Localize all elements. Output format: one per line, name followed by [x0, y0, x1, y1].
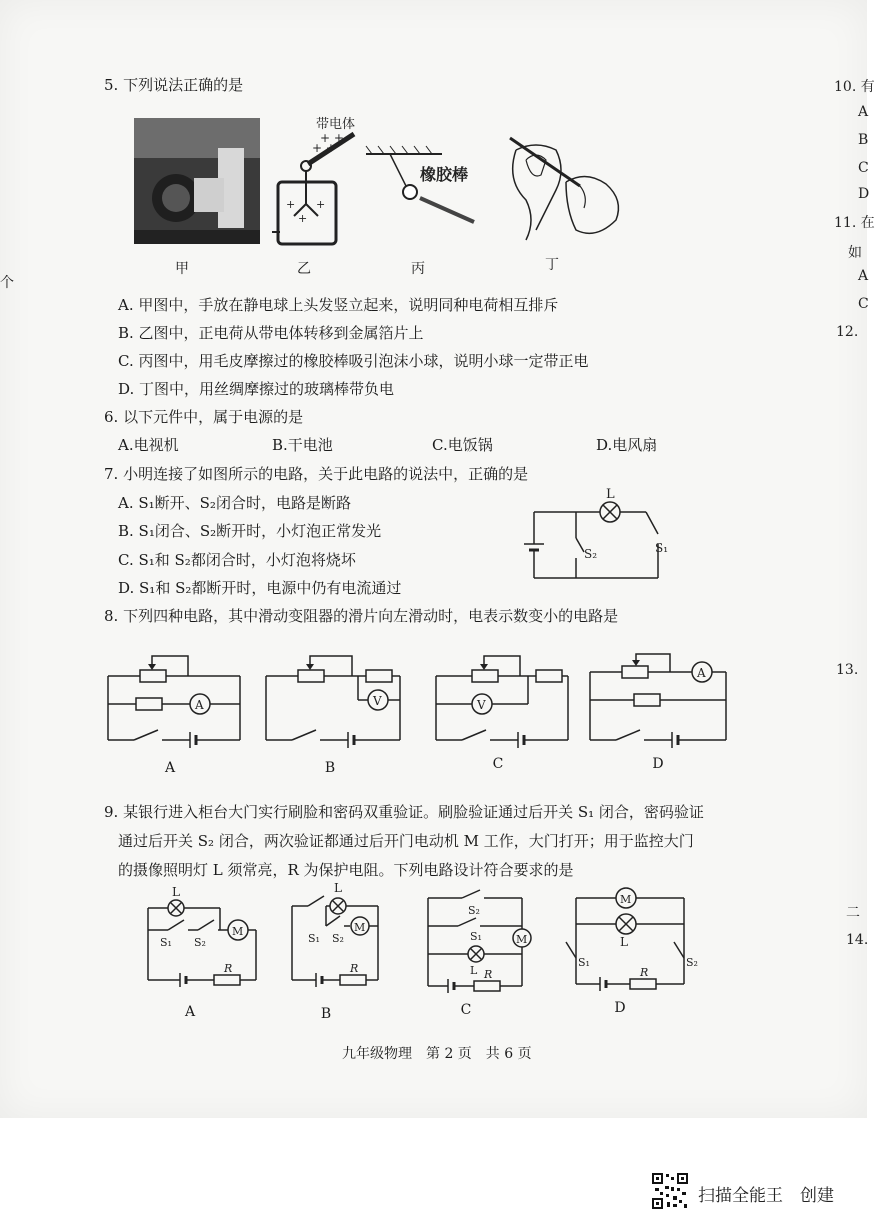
q7-option-a: A. S₁断开、S₂闭合时，电路是断路: [118, 494, 351, 512]
margin-q10-b: B: [858, 132, 869, 148]
margin-q10-c: C: [858, 160, 869, 176]
svg-text:M: M: [516, 933, 528, 946]
margin-q12: 12.: [836, 324, 859, 340]
svg-text:M: M: [232, 925, 244, 938]
svg-text:S₁: S₁: [654, 541, 668, 555]
q6-option-a: A.电视机: [118, 436, 179, 454]
svg-text:S₂: S₂: [468, 904, 480, 917]
svg-text:A: A: [195, 698, 204, 712]
svg-text:R: R: [350, 962, 359, 975]
margin-q11-cont: 如: [848, 245, 862, 261]
q9-circuit-a: [140, 884, 264, 988]
svg-text:+: +: [286, 198, 296, 211]
q9-stem-line-1: 9. 某银行进入柜台大门实行刷脸和密码双重验证。刷脸验证通过后开关 S₁ 闭合，密码验证: [104, 803, 704, 821]
q9-circuit-b: [286, 880, 386, 988]
svg-text:S₂: S₂: [686, 956, 698, 969]
q9-caption-b: B: [320, 1006, 332, 1022]
svg-text:R: R: [224, 962, 233, 975]
svg-text:+ +: + +: [320, 131, 344, 145]
q5-caption-ding: 丁: [545, 257, 559, 273]
scanner-brand-text: 扫描全能王 创建: [698, 1186, 834, 1206]
q5-caption-jia: 甲: [175, 261, 189, 277]
q7-option-c: C. S₁和 S₂都闭合时，小灯泡将烧坏: [118, 551, 356, 569]
q8-circuit-d: [586, 652, 732, 748]
q6-option-c: C.电饭锅: [432, 436, 493, 454]
svg-text:L: L: [172, 885, 180, 899]
q6-stem: 6. 以下元件中，属于电源的是: [104, 408, 304, 426]
svg-text:L: L: [606, 487, 615, 502]
q8-circuit-a: [104, 652, 244, 748]
q7-circuit-diagram: [516, 486, 666, 586]
q8-caption-b: B: [324, 760, 336, 776]
svg-text:V: V: [477, 698, 486, 712]
q5-stem: 5. 下列说法正确的是: [104, 76, 244, 94]
svg-text:V: V: [373, 694, 382, 708]
qr-code-icon: [651, 1172, 689, 1210]
q8-circuit-c: [432, 652, 572, 748]
q9-caption-c: C: [460, 1002, 472, 1018]
q5-caption-bing: 丙: [411, 261, 425, 277]
q8-stem: 8. 下列四种电路，其中滑动变阻器的滑片向左滑动时，电表示数变小的电路是: [104, 607, 619, 625]
svg-text:+: +: [298, 212, 308, 225]
q9-stem-line-2: 通过后开关 S₂ 闭合，两次验证都通过后开门电动机 M 工作，大门打开；用于监控大门: [118, 832, 694, 850]
svg-text:L: L: [470, 964, 478, 977]
q5-option-d: D. 丁图中，用丝绸摩擦过的玻璃棒带负电: [118, 380, 395, 398]
margin-q14: 14.: [846, 932, 869, 948]
q6-option-d: D.电风扇: [596, 436, 658, 454]
margin-section-two: 二: [846, 905, 860, 921]
q8-caption-d: D: [652, 756, 664, 772]
q8-caption-c: C: [492, 756, 504, 772]
svg-text:M: M: [620, 893, 632, 906]
q5-caption-yi: 乙: [297, 261, 311, 277]
margin-q10-a: A: [858, 104, 869, 120]
q5-option-b: B. 乙图中，正电荷从带电体转移到金属箔片上: [118, 324, 424, 342]
svg-text:R: R: [484, 968, 493, 981]
q5-figure-jia-photo: [134, 118, 260, 244]
q9-stem-line-3: 的摄像照明灯 L 须常亮，R 为保护电阻。下列电路设计符合要求的是: [118, 861, 574, 879]
svg-text:S₂: S₂: [194, 936, 206, 949]
svg-text:S₂: S₂: [332, 932, 344, 945]
svg-text:L: L: [334, 881, 342, 895]
q5-option-a: A. 甲图中，手放在静电球上头发竖立起来，说明同种电荷相互排斥: [118, 296, 559, 314]
svg-text:L: L: [620, 935, 628, 949]
q7-stem: 7. 小明连接了如图所示的电路，关于此电路的说法中，正确的是: [104, 465, 529, 483]
q9-caption-d: D: [614, 1000, 626, 1016]
svg-text:S₁: S₁: [470, 930, 482, 943]
page-footer: 九年级物理 第 2 页 共 6 页: [342, 1046, 532, 1062]
q8-circuit-b: [262, 652, 406, 748]
svg-text:A: A: [697, 666, 706, 680]
q8-caption-a: A: [164, 760, 176, 776]
margin-left-glyph: 个: [0, 275, 14, 291]
margin-q13: 13.: [836, 662, 859, 678]
margin-q10-d: D: [858, 186, 870, 202]
svg-text:R: R: [640, 966, 649, 979]
q9-circuit-d: [562, 884, 702, 992]
q5-figure-yi-electroscope: [268, 112, 364, 252]
svg-text:S₁: S₁: [578, 956, 590, 969]
q7-option-b: B. S₁闭合、S₂断开时，小灯泡正常发光: [118, 522, 382, 540]
margin-q11-c: C: [858, 296, 869, 312]
rubber-rod-label: 橡胶棒: [420, 165, 469, 184]
svg-text:S₂: S₂: [584, 547, 598, 561]
svg-text:+: +: [316, 198, 326, 211]
margin-q11-a: A: [858, 268, 869, 284]
q5-figure-bing-pith-ball: [362, 140, 492, 230]
q7-option-d: D. S₁和 S₂都断开时，电源中仍有电流通过: [118, 579, 402, 597]
q9-caption-a: A: [184, 1004, 196, 1020]
svg-text:S₁: S₁: [160, 936, 172, 949]
q9-circuit-c: [418, 886, 542, 994]
scanner-footer-area: [0, 1118, 867, 1228]
charged-body-label: 带电体: [316, 117, 356, 132]
svg-text:S₁: S₁: [308, 932, 320, 945]
svg-text:M: M: [354, 921, 366, 934]
q5-figure-ding-hands: [496, 130, 636, 250]
q5-option-c: C. 丙图中，用毛皮摩擦过的橡胶棒吸引泡沫小球，说明小球一定带正电: [118, 352, 589, 370]
svg-text:+ +: + +: [312, 141, 336, 155]
margin-q11: 11. 在: [834, 215, 875, 231]
margin-q10: 10. 有: [834, 79, 875, 95]
q6-option-b: B.干电池: [272, 436, 333, 454]
